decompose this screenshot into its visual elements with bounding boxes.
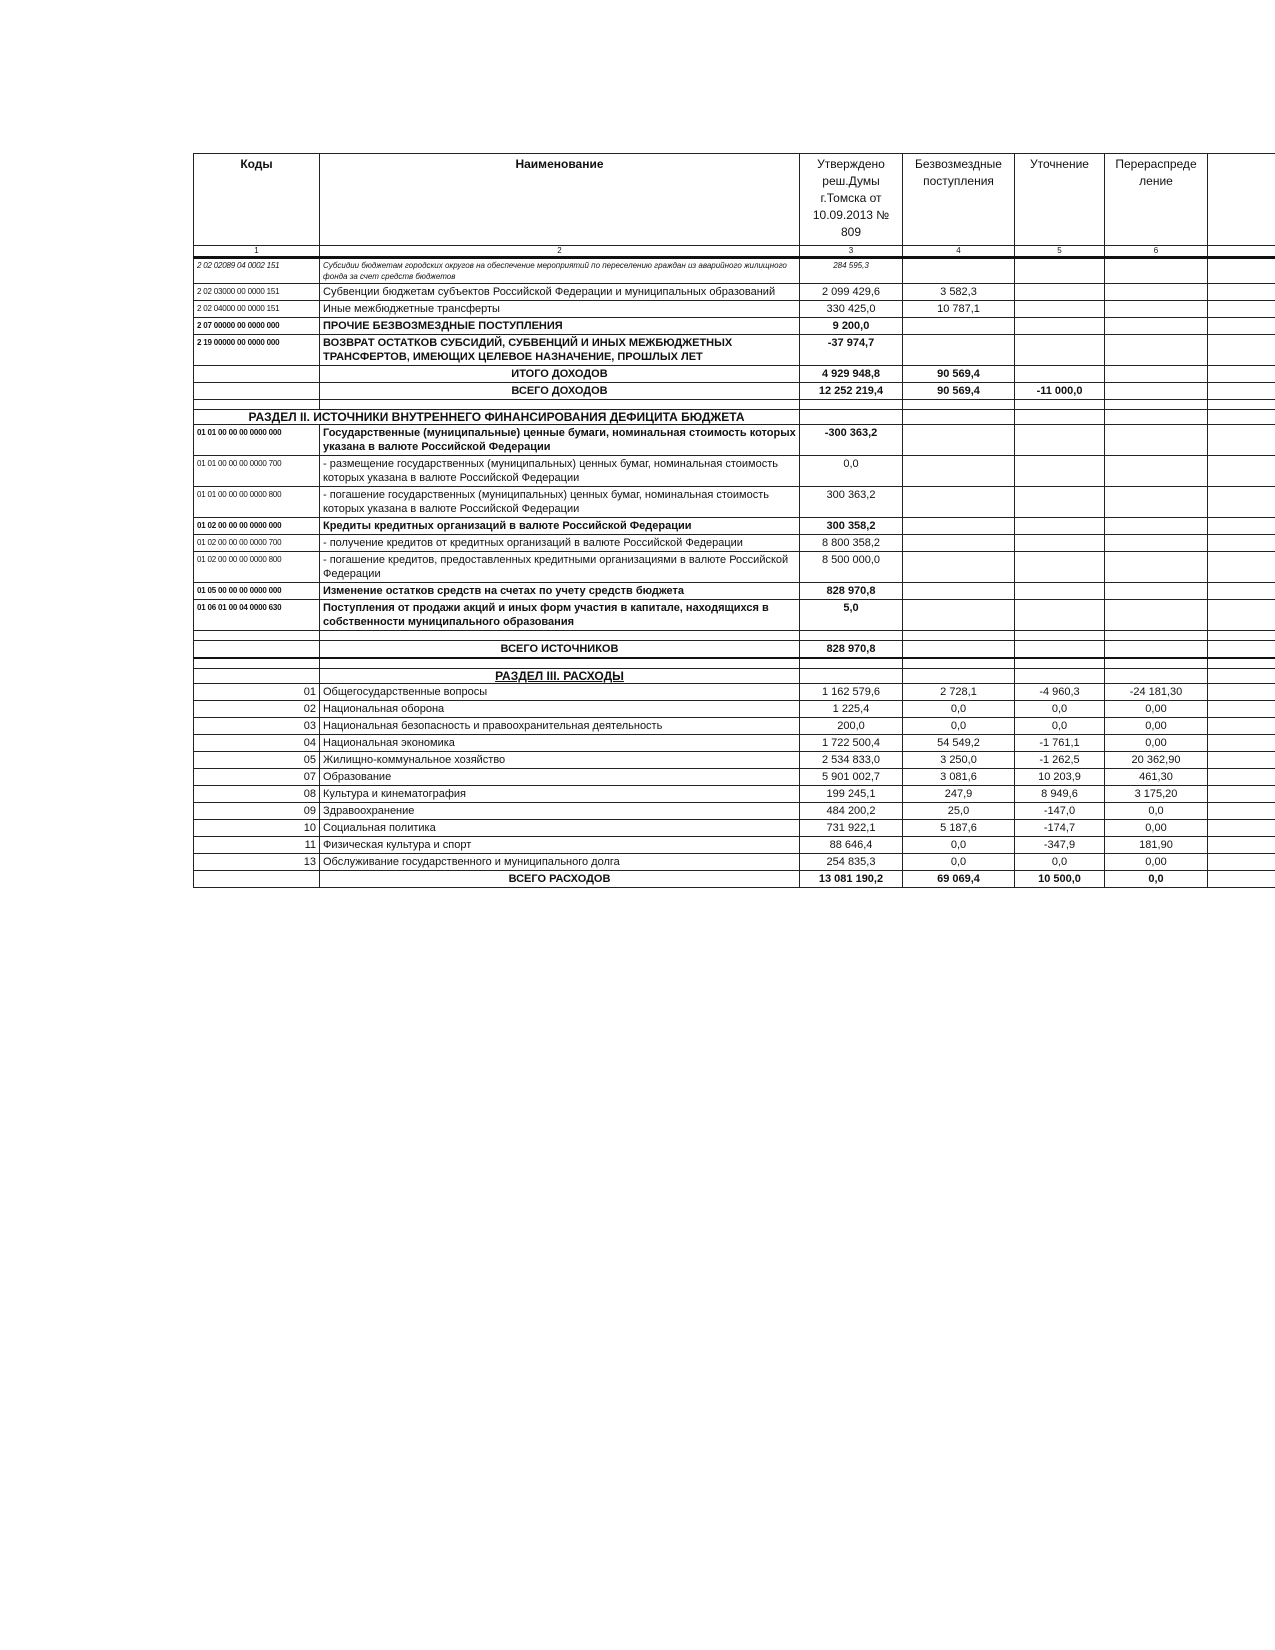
source-row bbox=[194, 425, 1275, 456]
empty-cell bbox=[1208, 383, 1275, 400]
empty-cell bbox=[1208, 366, 1275, 383]
row-name: Кредиты кредитных организаций в валюте Российской Федерации bbox=[320, 518, 800, 535]
empty-cell bbox=[1105, 600, 1208, 631]
redistribution-value: 0,00 bbox=[1105, 735, 1208, 752]
empty-cell bbox=[194, 658, 320, 669]
row-name: Поступления от продажи акций и иных форм участия в капитале, находящихся в собственности муниципального образования bbox=[320, 600, 800, 631]
empty-cell bbox=[1208, 518, 1275, 535]
grants-value: 3 582,3 bbox=[903, 284, 1015, 301]
empty-cell bbox=[1208, 803, 1275, 820]
row-name: Жилищно-коммунальное хозяйство bbox=[320, 752, 800, 769]
row-name: - размещение государственных (муниципальных) ценных бумаг, номинальная стоимость которых указана в валюте Российской Федерации bbox=[320, 456, 800, 487]
row-name: Государственные (муниципальные) ценные бумаги, номинальная стоимость которых указана в валюте Российской Федерации bbox=[320, 425, 800, 456]
redistribution-value: 0,00 bbox=[1105, 701, 1208, 718]
redistribution-value: 0,00 bbox=[1105, 820, 1208, 837]
empty-cell bbox=[1105, 641, 1208, 659]
clarification-value: 0,0 bbox=[1015, 854, 1105, 871]
sources-total-row bbox=[194, 641, 1275, 659]
expense-row bbox=[194, 769, 1275, 786]
section-code: 09 bbox=[194, 803, 320, 820]
empty-cell bbox=[1105, 425, 1208, 456]
empty-cell bbox=[1208, 318, 1275, 335]
empty-cell bbox=[1015, 583, 1105, 600]
redistribution-value bbox=[1105, 366, 1208, 383]
grants-value: 69 069,4 bbox=[903, 871, 1015, 888]
budget-code: 2 02 03000 00 0000 151 bbox=[194, 284, 320, 301]
clarification-value bbox=[1015, 301, 1105, 318]
grants-value: 2 728,1 bbox=[903, 684, 1015, 701]
row-name: Здравоохранение bbox=[320, 803, 800, 820]
header-approved: Утверждено реш.Думы г.Томска от 10.09.2013 № 809 bbox=[800, 154, 903, 246]
section-code: 05 bbox=[194, 752, 320, 769]
row-name: Культура и кинематография bbox=[320, 786, 800, 803]
empty-cell bbox=[320, 658, 800, 669]
empty-cell bbox=[1015, 400, 1105, 410]
expense-row bbox=[194, 786, 1275, 803]
empty-cell bbox=[1208, 425, 1275, 456]
approved-value: 1 722 500,4 bbox=[800, 735, 903, 752]
redistribution-value: 0,0 bbox=[1105, 871, 1208, 888]
expense-row bbox=[194, 820, 1275, 837]
total-label: ВСЕГО ИСТОЧНИКОВ bbox=[320, 641, 800, 659]
grants-value: 90 569,4 bbox=[903, 383, 1015, 400]
clarification-value bbox=[1015, 366, 1105, 383]
clarification-value: 0,0 bbox=[1015, 718, 1105, 735]
total-label: ВСЕГО РАСХОДОВ bbox=[320, 871, 800, 888]
empty-cell bbox=[1015, 535, 1105, 552]
source-row bbox=[194, 600, 1275, 631]
empty-cell bbox=[903, 410, 1015, 425]
empty-cell bbox=[1208, 820, 1275, 837]
redistribution-value bbox=[1105, 335, 1208, 366]
empty-cell bbox=[800, 658, 903, 669]
clarification-value: 0,0 bbox=[1015, 701, 1105, 718]
approved-value: 4 929 948,8 bbox=[800, 366, 903, 383]
empty-cell bbox=[1208, 769, 1275, 786]
source-row bbox=[194, 518, 1275, 535]
source-row bbox=[194, 456, 1275, 487]
empty-cell bbox=[1015, 658, 1105, 669]
approved-value: 200,0 bbox=[800, 718, 903, 735]
approved-value: 1 225,4 bbox=[800, 701, 903, 718]
empty-cell bbox=[194, 366, 320, 383]
income-row bbox=[194, 318, 1275, 335]
empty-cell bbox=[194, 669, 320, 684]
section-code: 08 bbox=[194, 786, 320, 803]
empty-cell bbox=[1208, 752, 1275, 769]
approved-value: 1 162 579,6 bbox=[800, 684, 903, 701]
grants-value: 5 187,6 bbox=[903, 820, 1015, 837]
empty-cell bbox=[1208, 837, 1275, 854]
row-name: Субвенции бюджетам субъектов Российской Федерации и муниципальных образований bbox=[320, 284, 800, 301]
redistribution-value: -24 181,30 bbox=[1105, 684, 1208, 701]
empty-cell bbox=[1105, 400, 1208, 410]
empty-cell bbox=[903, 641, 1015, 659]
section-code: 13 bbox=[194, 854, 320, 871]
redistribution-value: 0,0 bbox=[1105, 803, 1208, 820]
approved-value: 12 252 219,4 bbox=[800, 383, 903, 400]
redistribution-value bbox=[1105, 318, 1208, 335]
row-name: Социальная политика bbox=[320, 820, 800, 837]
header-row bbox=[194, 154, 1275, 246]
row-name: Национальная безопасность и правоохранительная деятельность bbox=[320, 718, 800, 735]
redistribution-value bbox=[1105, 284, 1208, 301]
total-label: ВСЕГО ДОХОДОВ bbox=[320, 383, 800, 400]
approved-value: 9 200,0 bbox=[800, 318, 903, 335]
empty-cell bbox=[194, 400, 320, 410]
grants-value: 10 787,1 bbox=[903, 301, 1015, 318]
income-row bbox=[194, 335, 1275, 366]
empty-cell bbox=[1015, 641, 1105, 659]
empty-cell bbox=[1208, 583, 1275, 600]
clarification-value bbox=[1015, 284, 1105, 301]
empty-cell bbox=[1015, 425, 1105, 456]
empty-cell bbox=[1208, 786, 1275, 803]
section-code: 11 bbox=[194, 837, 320, 854]
grants-value bbox=[903, 335, 1015, 366]
approved-value: 13 081 190,2 bbox=[800, 871, 903, 888]
empty-cell bbox=[903, 400, 1015, 410]
budget-code: 2 19 00000 00 0000 000 bbox=[194, 335, 320, 366]
header-codes: Коды bbox=[194, 154, 320, 246]
grants-value: 0,0 bbox=[903, 837, 1015, 854]
grants-value: 247,9 bbox=[903, 786, 1015, 803]
grants-value bbox=[903, 318, 1015, 335]
approved-value: 8 800 358,2 bbox=[800, 535, 903, 552]
approved-value: -37 974,7 bbox=[800, 335, 903, 366]
spacer-row bbox=[194, 631, 1275, 641]
section-2-title-row bbox=[194, 410, 1275, 425]
empty-cell bbox=[1208, 669, 1275, 684]
column-numbers-row bbox=[194, 246, 1275, 258]
empty-cell bbox=[1208, 701, 1275, 718]
section-title: РАЗДЕЛ III. РАСХОДЫ bbox=[320, 669, 800, 684]
grants-value: 90 569,4 bbox=[903, 366, 1015, 383]
section-code: 03 bbox=[194, 718, 320, 735]
empty-cell bbox=[1208, 658, 1275, 669]
empty-cell bbox=[1208, 631, 1275, 641]
approved-value: 5,0 bbox=[800, 600, 903, 631]
empty-cell bbox=[1208, 456, 1275, 487]
spacer-row bbox=[194, 658, 1275, 669]
approved-value: 88 646,4 bbox=[800, 837, 903, 854]
row-name: - погашение кредитов, предоставленных кредитными организациями в валюте Российской Федерации bbox=[320, 552, 800, 583]
col-number: 1 bbox=[194, 246, 320, 258]
clarification-value: 8 949,6 bbox=[1015, 786, 1105, 803]
empty-cell bbox=[903, 658, 1015, 669]
empty-cell bbox=[1208, 535, 1275, 552]
approved-value: 300 363,2 bbox=[800, 487, 903, 518]
row-name: - получение кредитов от кредитных организаций в валюте Российской Федерации bbox=[320, 535, 800, 552]
budget-table bbox=[193, 153, 1275, 888]
grants-value: 0,0 bbox=[903, 718, 1015, 735]
empty-cell bbox=[1208, 684, 1275, 701]
empty-cell bbox=[1015, 410, 1105, 425]
empty-cell bbox=[1105, 487, 1208, 518]
empty-cell bbox=[903, 487, 1015, 518]
empty-cell bbox=[1105, 410, 1208, 425]
col-number: 3 bbox=[800, 246, 903, 258]
empty-cell bbox=[1208, 641, 1275, 659]
approved-value: 254 835,3 bbox=[800, 854, 903, 871]
expense-row bbox=[194, 684, 1275, 701]
row-name: Иные межбюджетные трансферты bbox=[320, 301, 800, 318]
approved-value: 828 970,8 bbox=[800, 583, 903, 600]
clarification-value: 10 203,9 bbox=[1015, 769, 1105, 786]
empty-cell bbox=[1105, 631, 1208, 641]
expense-row bbox=[194, 854, 1275, 871]
empty-cell bbox=[194, 631, 320, 641]
empty-cell bbox=[320, 631, 800, 641]
budget-code: 2 07 00000 00 0000 000 bbox=[194, 318, 320, 335]
row-name: Субсидии бюджетам городских округов на обеспечение мероприятий по переселению граждан из аварийного жилищного фонда за счет средств бюджетов bbox=[320, 258, 800, 284]
col-number: 6 bbox=[1105, 246, 1208, 258]
budget-code: 2 02 04000 00 0000 151 bbox=[194, 301, 320, 318]
redistribution-value: 0,00 bbox=[1105, 854, 1208, 871]
row-name: Образование bbox=[320, 769, 800, 786]
clarification-value bbox=[1015, 335, 1105, 366]
total-label: ИТОГО ДОХОДОВ bbox=[320, 366, 800, 383]
approved-value: 284 595,3 bbox=[800, 258, 903, 284]
empty-cell bbox=[903, 583, 1015, 600]
empty-cell bbox=[1105, 535, 1208, 552]
empty-cell bbox=[1208, 335, 1275, 366]
expense-row bbox=[194, 701, 1275, 718]
income-row bbox=[194, 284, 1275, 301]
grants-value: 54 549,2 bbox=[903, 735, 1015, 752]
budget-code: 01 02 00 00 00 0000 000 bbox=[194, 518, 320, 535]
grants-value bbox=[903, 258, 1015, 284]
section-code: 07 bbox=[194, 769, 320, 786]
clarification-value: 10 500,0 bbox=[1015, 871, 1105, 888]
empty-cell bbox=[194, 641, 320, 659]
empty-cell bbox=[800, 631, 903, 641]
empty-cell bbox=[903, 456, 1015, 487]
empty-cell bbox=[1105, 518, 1208, 535]
approved-value: 2 534 833,0 bbox=[800, 752, 903, 769]
empty-cell bbox=[1208, 854, 1275, 871]
section-code: 04 bbox=[194, 735, 320, 752]
col-number: 4 bbox=[903, 246, 1015, 258]
empty-cell bbox=[1208, 552, 1275, 583]
clarification-value: -347,9 bbox=[1015, 837, 1105, 854]
approved-value: 828 970,8 bbox=[800, 641, 903, 659]
empty-cell bbox=[1208, 400, 1275, 410]
approved-value: 330 425,0 bbox=[800, 301, 903, 318]
empty-cell bbox=[903, 669, 1015, 684]
col-number: 2 bbox=[320, 246, 800, 258]
section-code: 10 bbox=[194, 820, 320, 837]
grants-value: 3 250,0 bbox=[903, 752, 1015, 769]
section-code: 02 bbox=[194, 701, 320, 718]
budget-code: 01 01 00 00 00 0000 800 bbox=[194, 487, 320, 518]
empty-cell bbox=[1015, 552, 1105, 583]
empty-cell bbox=[800, 400, 903, 410]
source-row bbox=[194, 487, 1275, 518]
empty-cell bbox=[1208, 410, 1275, 425]
budget-code: 01 06 01 00 04 0000 630 bbox=[194, 600, 320, 631]
redistribution-value: 0,00 bbox=[1105, 718, 1208, 735]
income-total-row bbox=[194, 383, 1275, 400]
clarification-value: -174,7 bbox=[1015, 820, 1105, 837]
empty-cell bbox=[903, 631, 1015, 641]
clarification-value: -11 000,0 bbox=[1015, 383, 1105, 400]
empty-cell bbox=[800, 410, 903, 425]
empty-cell bbox=[903, 425, 1015, 456]
empty-cell bbox=[1208, 284, 1275, 301]
approved-value: 731 922,1 bbox=[800, 820, 903, 837]
empty-cell bbox=[1208, 735, 1275, 752]
empty-cell bbox=[903, 552, 1015, 583]
empty-cell bbox=[1015, 487, 1105, 518]
empty-cell bbox=[1015, 669, 1105, 684]
empty-cell bbox=[1105, 552, 1208, 583]
section-title: РАЗДЕЛ II. ИСТОЧНИКИ ВНУТРЕННЕГО ФИНАНСИРОВАНИЯ ДЕФИЦИТА БЮДЖЕТА bbox=[194, 410, 800, 425]
grants-value: 3 081,6 bbox=[903, 769, 1015, 786]
row-name: Изменение остатков средств на счетах по учету средств бюджета bbox=[320, 583, 800, 600]
budget-code: 2 02 02089 04 0002 151 bbox=[194, 258, 320, 284]
source-row bbox=[194, 535, 1275, 552]
approved-value: 8 500 000,0 bbox=[800, 552, 903, 583]
expense-row bbox=[194, 735, 1275, 752]
redistribution-value bbox=[1105, 383, 1208, 400]
budget-code: 01 02 00 00 00 0000 800 bbox=[194, 552, 320, 583]
redistribution-value: 461,30 bbox=[1105, 769, 1208, 786]
empty-cell bbox=[1105, 583, 1208, 600]
empty-cell bbox=[1015, 631, 1105, 641]
approved-value: 484 200,2 bbox=[800, 803, 903, 820]
empty-cell bbox=[903, 518, 1015, 535]
empty-cell bbox=[1208, 301, 1275, 318]
row-name: Национальная экономика bbox=[320, 735, 800, 752]
budget-code: 01 01 00 00 00 0000 700 bbox=[194, 456, 320, 487]
budget-sheet bbox=[193, 153, 1275, 888]
budget-code: 01 01 00 00 00 0000 000 bbox=[194, 425, 320, 456]
empty-cell bbox=[800, 669, 903, 684]
grants-value: 25,0 bbox=[903, 803, 1015, 820]
clarification-value bbox=[1015, 318, 1105, 335]
income-total-row bbox=[194, 366, 1275, 383]
redistribution-value bbox=[1105, 258, 1208, 284]
empty-cell bbox=[1105, 658, 1208, 669]
header-extra bbox=[1208, 154, 1275, 246]
income-row bbox=[194, 258, 1275, 284]
row-name: ПРОЧИЕ БЕЗВОЗМЕЗДНЫЕ ПОСТУПЛЕНИЯ bbox=[320, 318, 800, 335]
redistribution-value: 20 362,90 bbox=[1105, 752, 1208, 769]
approved-value: 0,0 bbox=[800, 456, 903, 487]
redistribution-value: 181,90 bbox=[1105, 837, 1208, 854]
empty-cell bbox=[1208, 258, 1275, 284]
empty-cell bbox=[1015, 456, 1105, 487]
section-code: 01 bbox=[194, 684, 320, 701]
empty-cell bbox=[194, 383, 320, 400]
approved-value: 2 099 429,6 bbox=[800, 284, 903, 301]
approved-value: 199 245,1 bbox=[800, 786, 903, 803]
empty-cell bbox=[1105, 669, 1208, 684]
approved-value: 5 901 002,7 bbox=[800, 769, 903, 786]
clarification-value bbox=[1015, 258, 1105, 284]
clarification-value: -1 262,5 bbox=[1015, 752, 1105, 769]
approved-value: -300 363,2 bbox=[800, 425, 903, 456]
redistribution-value bbox=[1105, 301, 1208, 318]
budget-code: 01 02 00 00 00 0000 700 bbox=[194, 535, 320, 552]
empty-cell bbox=[1208, 871, 1275, 888]
empty-cell bbox=[1208, 487, 1275, 518]
empty-cell bbox=[903, 535, 1015, 552]
redistribution-value: 3 175,20 bbox=[1105, 786, 1208, 803]
grants-value: 0,0 bbox=[903, 701, 1015, 718]
header-name: Наименование bbox=[320, 154, 800, 246]
expense-total-row bbox=[194, 871, 1275, 888]
col-number: 5 bbox=[1015, 246, 1105, 258]
expense-row bbox=[194, 752, 1275, 769]
income-row bbox=[194, 301, 1275, 318]
clarification-value: -1 761,1 bbox=[1015, 735, 1105, 752]
header-clarification: Уточнение bbox=[1015, 154, 1105, 246]
source-row bbox=[194, 552, 1275, 583]
empty-cell bbox=[194, 871, 320, 888]
empty-cell bbox=[1015, 518, 1105, 535]
section-3-title-row bbox=[194, 669, 1275, 684]
expense-row bbox=[194, 718, 1275, 735]
row-name: Общегосударственные вопросы bbox=[320, 684, 800, 701]
empty-cell bbox=[1208, 600, 1275, 631]
row-name: Физическая культура и спорт bbox=[320, 837, 800, 854]
clarification-value: -147,0 bbox=[1015, 803, 1105, 820]
empty-cell bbox=[320, 400, 800, 410]
clarification-value: -4 960,3 bbox=[1015, 684, 1105, 701]
grants-value: 0,0 bbox=[903, 854, 1015, 871]
expense-row bbox=[194, 803, 1275, 820]
spacer-row bbox=[194, 400, 1275, 410]
empty-cell bbox=[903, 600, 1015, 631]
col-number bbox=[1208, 246, 1275, 258]
budget-code: 01 05 00 00 00 0000 000 bbox=[194, 583, 320, 600]
header-grants: Безвозмездные поступления bbox=[903, 154, 1015, 246]
row-name: Обслуживание государственного и муниципального долга bbox=[320, 854, 800, 871]
approved-value: 300 358,2 bbox=[800, 518, 903, 535]
empty-cell bbox=[1105, 456, 1208, 487]
expense-row bbox=[194, 837, 1275, 854]
empty-cell bbox=[1208, 718, 1275, 735]
empty-cell bbox=[1015, 600, 1105, 631]
row-name: - погашение государственных (муниципальных) ценных бумаг, номинальная стоимость которых указана в валюте Российской Федерации bbox=[320, 487, 800, 518]
source-row bbox=[194, 583, 1275, 600]
row-name: ВОЗВРАТ ОСТАТКОВ СУБСИДИЙ, СУБВЕНЦИЙ И ИНЫХ МЕЖБЮДЖЕТНЫХ ТРАНСФЕРТОВ, ИМЕЮЩИХ ЦЕЛЕВОЕ НАЗНАЧЕНИЕ, ПРОШЛЫХ ЛЕТ bbox=[320, 335, 800, 366]
header-redistribution: Перераспреде ление bbox=[1105, 154, 1208, 246]
row-name: Национальная оборона bbox=[320, 701, 800, 718]
